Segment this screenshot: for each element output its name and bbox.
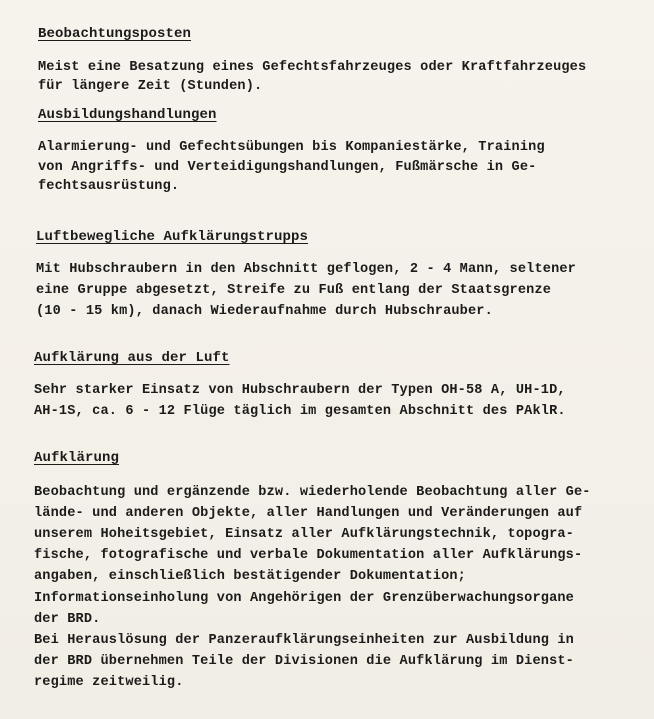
text-line: Meist eine Besatzung eines Gefechtsfahrzeuges oder Kraftfahrzeuges xyxy=(38,60,587,75)
text-line: der BRD. xyxy=(34,612,101,627)
section-heading: Beobachtungsposten xyxy=(38,26,192,42)
text-line: Bei Herauslösung der Panzeraufklärungseinheiten zur Ausbildung in xyxy=(34,633,574,648)
text-line: regime zeitweilig. xyxy=(34,675,184,690)
text-line: (10 - 15 km), danach Wiederaufnahme durch Hubschrauber. xyxy=(36,304,493,319)
text-line: lände- und anderen Objekte, aller Handlungen und Veränderungen auf xyxy=(34,506,583,521)
text-line: fechtsausrüstung. xyxy=(38,179,180,194)
section-heading: Aufklärung aus der Luft xyxy=(34,350,230,366)
text-line: unserem Hoheitsgebiet, Einsatz aller Aufklärungstechnik, topogra- xyxy=(34,527,574,542)
text-line: angaben, einschließlich bestätigender Dokumentation; xyxy=(34,569,466,584)
text-line: fische, fotografische und verbale Dokumentation aller Aufklärungs- xyxy=(34,548,583,563)
text-line: Sehr starker Einsatz von Hubschraubern der Typen OH-58 A, UH-1D, xyxy=(34,383,566,398)
text-line: Informationseinholung von Angehörigen der Grenzüberwachungsorgane xyxy=(34,591,574,606)
text-line: Alarmierung- und Gefechtsübungen bis Kompaniestärke, Training xyxy=(38,140,545,155)
text-line: eine Gruppe abgesetzt, Streife zu Fuß entlang der Staatsgrenze xyxy=(36,283,552,298)
text-line: für längere Zeit (Stunden). xyxy=(38,79,263,94)
section-heading: Aufklärung xyxy=(34,450,120,466)
section-heading: Ausbildungshandlungen xyxy=(38,107,217,123)
text-line: AH-1S, ca. 6 - 12 Flüge täglich im gesamten Abschnitt des PAklR. xyxy=(34,404,566,419)
text-line: Beobachtung und ergänzende bzw. wiederholende Beobachtung aller Ge- xyxy=(34,485,591,500)
section-heading: Luftbewegliche Aufklärungstrupps xyxy=(36,229,309,245)
text-line: der BRD übernehmen Teile der Divisionen die Aufklärung im Dienst- xyxy=(34,654,574,669)
text-line: von Angriffs- und Verteidigungshandlungen, Fußmärsche in Ge- xyxy=(38,160,537,175)
text-line: Mit Hubschraubern in den Abschnitt geflogen, 2 - 4 Mann, seltener xyxy=(36,262,576,277)
